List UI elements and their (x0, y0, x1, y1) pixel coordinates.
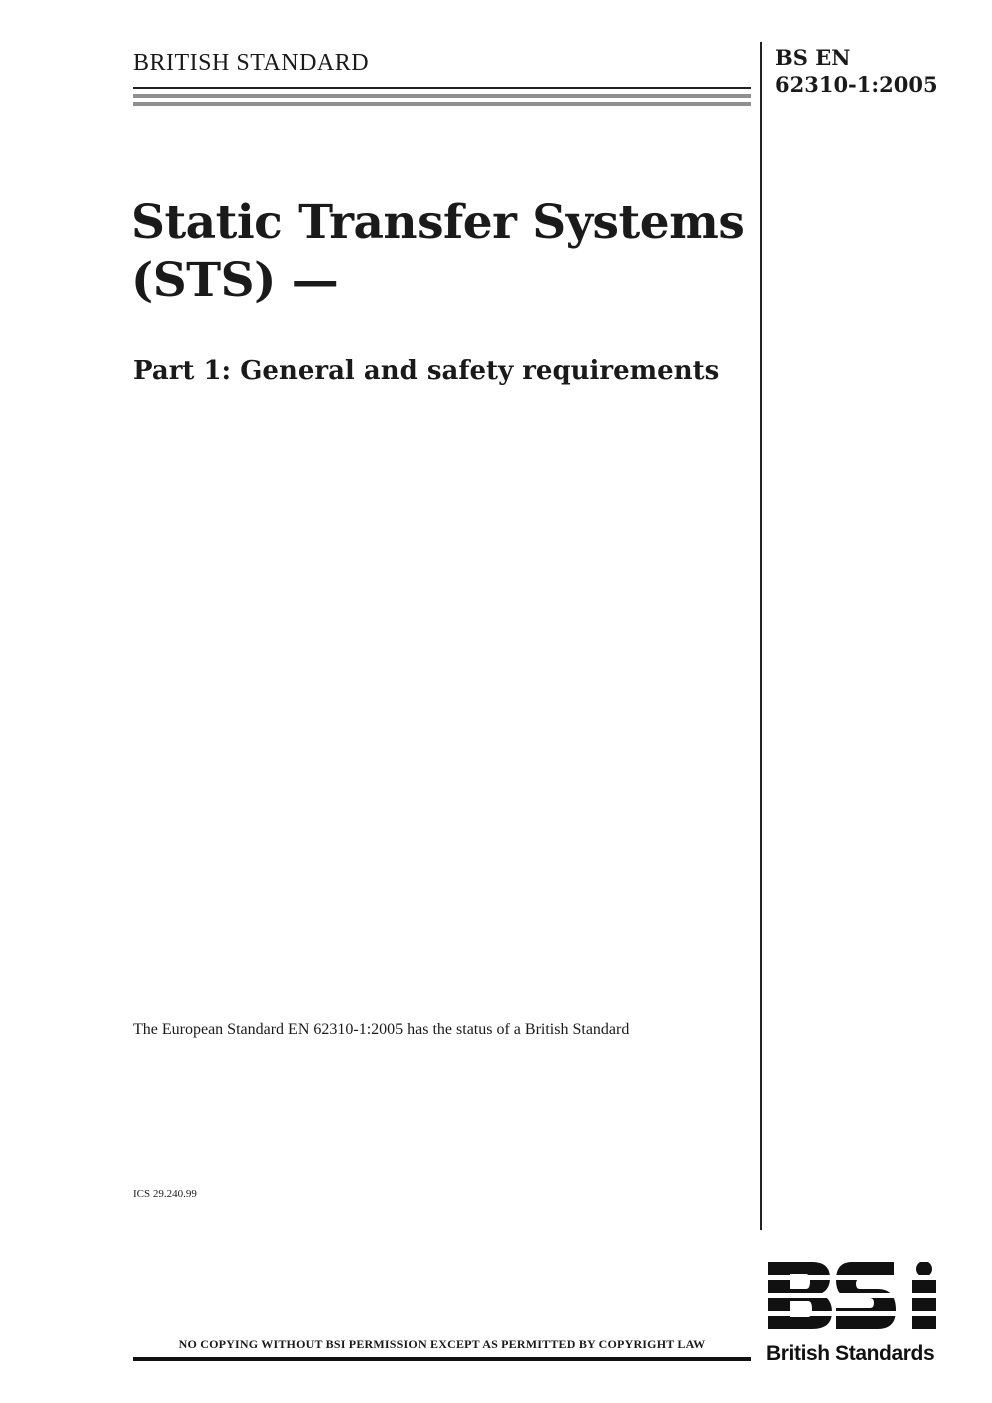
status-note: The European Standard EN 62310-1:2005 has the status of a British Standard (133, 1021, 630, 1038)
bsi-logo-mark (766, 1262, 946, 1342)
header-rule (133, 87, 751, 89)
footer-rule (133, 1357, 751, 1361)
header-rule-grey-2 (133, 102, 751, 106)
header-rule-grey-1 (133, 94, 751, 98)
document-subtitle: Part 1: General and safety requirements (133, 356, 720, 386)
document-category-label: BRITISH STANDARD (133, 50, 370, 76)
copyright-notice: NO COPYING WITHOUT BSI PERMISSION EXCEPT AS PERMITTED BY COPYRIGHT LAW (178, 1337, 706, 1351)
standard-number: BS EN 62310-1:2005 (775, 45, 938, 97)
ics-code: ICS 29.240.99 (133, 1188, 197, 1200)
vertical-divider (760, 42, 762, 1230)
bsi-logo-caption: British Standards (766, 1342, 935, 1365)
document-title: Static Transfer Systems (STS) — (131, 195, 745, 308)
